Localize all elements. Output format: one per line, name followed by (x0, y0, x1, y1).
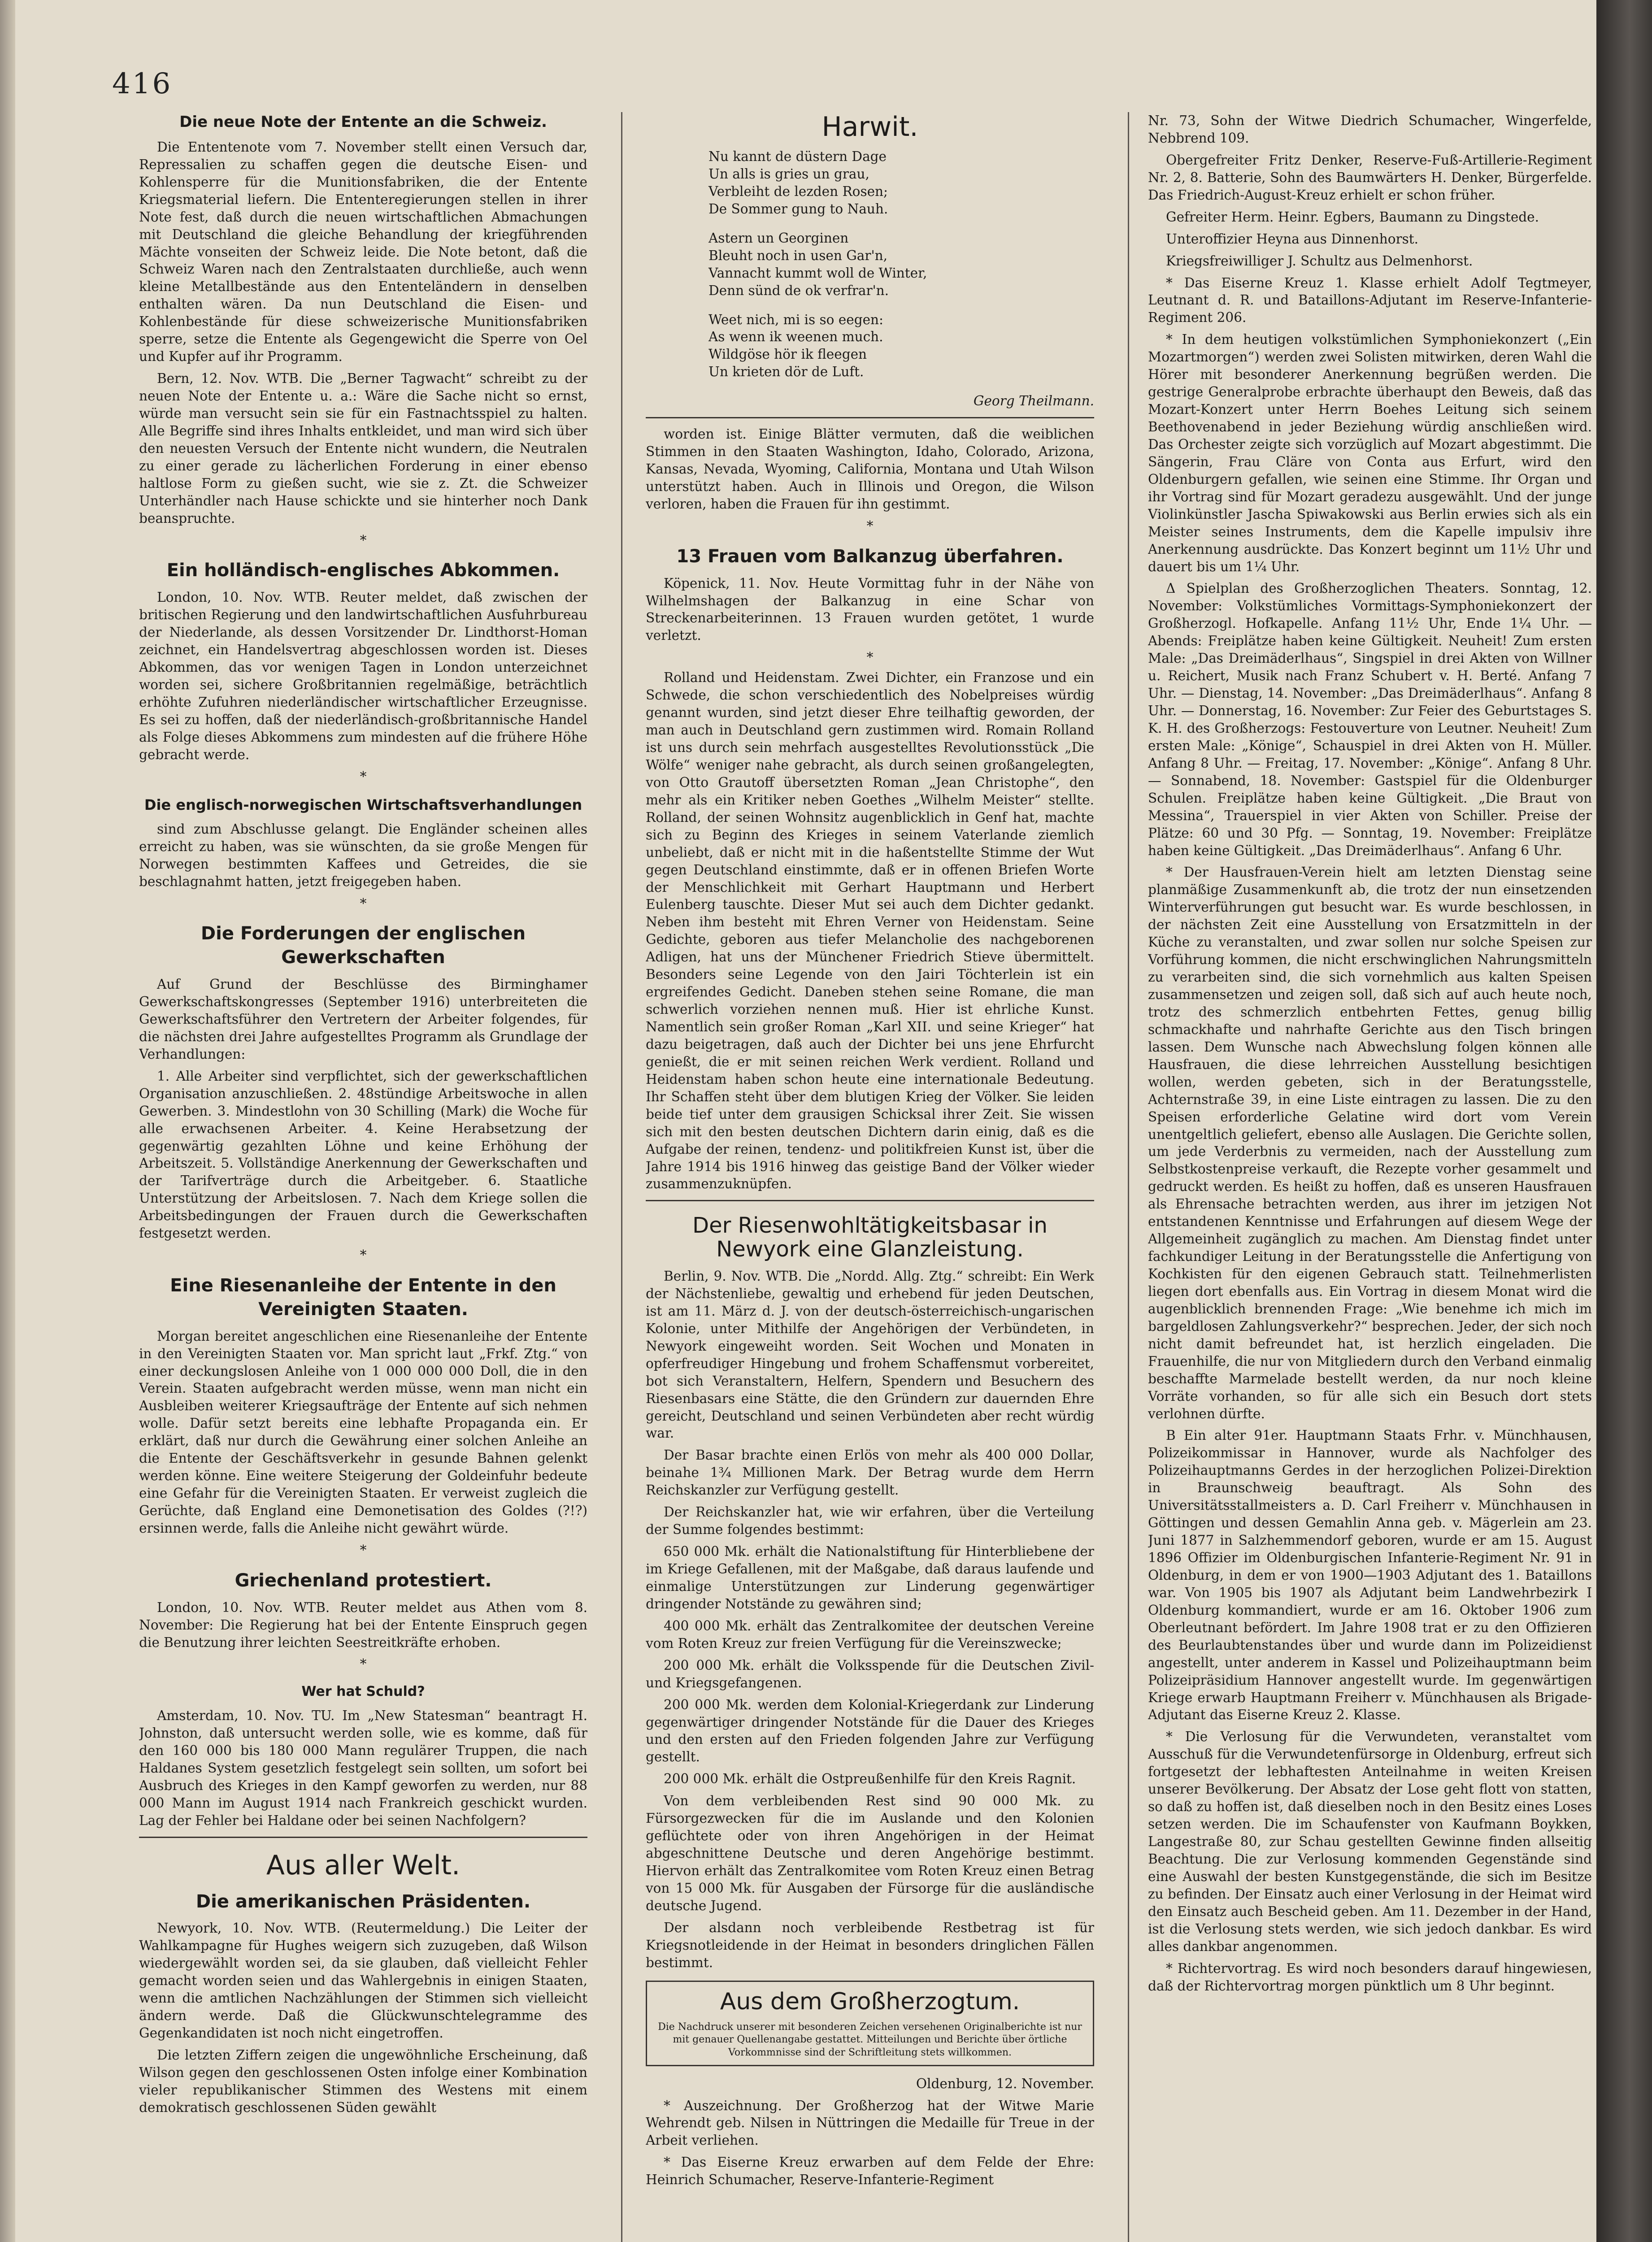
paragraph: Köpenick, 11. Nov. Heute Vormittag fuhr in der Nähe von Wilhelmshagen der Balkanzug in eine Schar von Streckenarbeiterinnen. 13 Frauen wurden getötet, 1 wurde verletzt. (646, 575, 1094, 643)
paragraph: sind zum Abschlusse gelangt. Die Engländer scheinen alles erreicht zu haben, was sie wünschten, da sie große Mengen für Norwegen bestimmten Kaffees und Getreides, die sie beschlagnahmt hatten, jetzt freigegeben haben. (139, 821, 587, 889)
paragraph: Die Ententenote vom 7. November stellt einen Versuch dar, Repressalien zu schaffen gegen die deutsche Eisen- und Kohlensperre für die Munitionsfabriken, die der Entente Kriegsmaterial liefern. Die Ententeregierungen stellen in ihrer Note fest, daß durch die neuen wirtschaftlichen Abmachungen mit Deutschland die gleiche Behandlung der kriegführenden Mächte vonseiten der Schweiz leide. Die Note betont, daß die Schweiz Waren nach den Zentralstaaten durchließe, auch wenn kleine Metallbestände aus den Ententeländern in denselben enthalten wären. Da nun Deutschland die Eisen- und Kohlenbestände für diese schweizerische Munitionsfabriken sperre, setze die Entente als Gegengewicht die Sperre von Oel und Kupfer auf ihr Programm. (139, 139, 587, 365)
paragraph: London, 10. Nov. WTB. Reuter meldet, daß zwischen der britischen Regierung und den landwirtschaftlichen Ausfuhrbureau der Niederlande, als dessen Vorsitzender Dr. Lindthorst-Homan zeichnet, ein Handelsvertrag abgeschlossen worden ist. Dieses Abkommen, das vor wenigen Tagen in London unterzeichnet worden sei, sichere Großbritannien regelmäßige, beträchtlich erhöhte Zufuhren niederländischer wirtschaftlicher Erzeugnisse. Es sei zu hoffen, daß der niederländisch-großbritannische Handel als Folge dieses Abkommens zum mindesten auf die frühere Höhe gebracht werde. (139, 590, 587, 762)
poem-line: Un alls is gries un grau, (709, 166, 869, 182)
star-divider-icon: * (360, 1656, 367, 1672)
headline: Die neue Note der Entente an die Schweiz. (179, 113, 547, 131)
paragraph: Bern, 12. Nov. WTB. Die „Berner Tagwacht“ schreibt zu der neuen Note der Entente u. a.: Wäre die Sache nicht so ernst, würde man versucht sein sie für ein Fastnachtsspiel zu halten. Alle Begriffe sind ihres Inhalts entkleidet, und man wird sich über den neuesten Versuch der Entente nicht wundern, die Neutralen zu einer gerade zu lächerlichen Forderung in einer ebenso haltlose Form zu gießen sucht, wie sie z. Zt. die Schweizer Unterhändler nach Hause schickte und sie hinterher noch Dank beanspruchte. (139, 371, 587, 526)
star-divider-icon: * (360, 1247, 367, 1263)
paragraph: 400 000 Mk. erhält das Zentralkomitee der deutschen Vereine vom Roten Kreuz zur freien Verfügung für die Vereinszwecke; (646, 1618, 1094, 1651)
headline: Wer hat Schuld? (301, 1684, 425, 1700)
star-divider-icon: * (360, 1542, 367, 1558)
list-paragraph: 1. Alle Arbeiter sind verpflichtet, sich der gewerkschaftlichen Organisation anzuschließen. 2. 48stündige Arbeitswoche in allen Gewerben. 3. Mindestlohn von 30 Schilling (Mark) die Woche für alle erwachsenen Arbeiter. 4. Keine Herabsetzung der gegenwärtig gezahlten Löhne und keine Erhöhung der Arbeitszeit. 5. Vollständige Anerkennung der Gewerkschaften und der Tarifverträge durch die Arbeitgeber. 6. Staatliche Unterstützung der Arbeitslosen. 7. Nach dem Kriege sollen die Arbeitsbedingungen der Frauen durch die Gewerkschaften festgesetzt werden. (139, 1068, 587, 1241)
column-rule (1128, 112, 1129, 2242)
page-edge (1596, 0, 1652, 2242)
section-title: Aus dem Großherzogtum. (720, 1988, 1020, 2015)
column-1 (139, 112, 587, 2242)
poem-author: Georg Theilmann. (973, 393, 1094, 409)
paragraph: Obergefreiter Fritz Denker, Reserve-Fuß-Artillerie-Regiment Nr. 2, 8. Batterie, Sohn des Baumwärters H. Denker, Bürgerfelde. Das Friedrich-August-Kreuz erhielt er schon früher. (1148, 152, 1592, 203)
section-title: Aus aller Welt. (266, 1849, 461, 1881)
paragraph: Auf Grund der Beschlüsse des Birminghamer Gewerkschaftskongresses (September 1916) unterbreiteten die Gewerkschaftsführer den Vertretern der Arbeiter folgendes, für die nächsten drei Jahre aufgestelltes Programm als Grundlage der Verhandlungen: (139, 977, 587, 1062)
poem-title: Harwit. (822, 112, 918, 143)
poem-line: Verbleiht de lezden Rosen; (709, 183, 888, 199)
poem-line: Nu kannt de düstern Dage (709, 149, 887, 164)
section-note: Die Nachdruck unserer mit besonderen Zeichen versehenen Originalberichte ist nur mit genauer Quellenangabe gestattet. Mitteilungen und Berichte über örtliche Vorkommnisse sind der Schriftleitung stets willkommen. (658, 2021, 1082, 2059)
paragraph: 650 000 Mk. erhält die Nationalstiftung für Hinterbliebene der im Kriege Gefallenen, mit der Maßgabe, daß daraus laufende und einmalige Unterstützungen zur Linderung gegenwärtiger dringender Notstände zu gewähren sind; (646, 1544, 1094, 1612)
paragraph: Berlin, 9. Nov. WTB. Die „Nordd. Allg. Ztg.“ schreibt: Ein Werk der Nächstenliebe, gewaltig und erhebend für jeden Deutschen, ist am 11. März d. J. von der deutsch-österreichisch-ungarischen Kolonie, unter Mithilfe der Angehörigen der Verbündeten, in Newyork eingeweiht worden. Seit Wochen und Monaten in opferfreudiger Hingebung und frohem Schaffensmut vorbereitet, bot sich Veranstaltern, Helfern, Spendern und Besuchern des Riesenbasars eine Stätte, die den Gründern zur dauernden Ehre gereicht, Deutschland und seinen Verbündeten aber recht würdig war. (646, 1269, 1094, 1441)
dateline: Oldenburg, 12. November. (916, 2076, 1094, 2091)
star-divider-icon: * (360, 769, 367, 784)
book-spine (0, 0, 15, 2242)
paragraph: Morgan bereitet angeschlichen eine Riesenanleihe der Entente in den Vereinigten Staaten vor. Man spricht laut „Frkf. Ztg.“ von einer deckungslosen Anleihe von 1 000 000 000 Doll, die in den Verein. Staaten aufgebracht werden müsse, wenn man nicht ein Ausbleiben weiterer Kriegsaufträge der Entente auf sich nehmen wolle. Dafür setzt bereits eine lebhafte Propaganda ein. Er erklärt, daß nur durch die Gewährung einer solchen Anleihe an die Entente der Geschäftsverkehr in gesunde Bahnen gelenkt werden könne. Eine weitere Steigerung der Goldeinfuhr bedeute eine Gefahr für die Vereinigten Staaten. Er verweist zugleich die Gerüchte, daß England eine Demonetisation des Goldes (?!?) ersinnen werde, falls die Anleihe nicht gewährt würde. (139, 1328, 587, 1536)
poem-line: De Sommer gung to Nauh. (709, 201, 888, 217)
paragraph: London, 10. Nov. WTB. Reuter meldet aus Athen vom 8. November: Die Regierung hat bei der Entente Einspruch gegen die Benutzung ihrer leichten Seestreitkräfte erhoben. (139, 1599, 587, 1650)
poem-line: Astern un Georginen (709, 230, 849, 246)
headline: 13 Frauen vom Balkanzug überfahren. (676, 546, 1064, 567)
headline: Die amerikanischen Präsidenten. (196, 1891, 531, 1912)
headline: Griechenland protestiert. (235, 1570, 492, 1591)
star-divider-icon: * (866, 518, 874, 534)
poem-line: Un krieten dör de Luft. (709, 364, 864, 380)
paragraph: * In dem heutigen volkstümlichen Symphoniekonzert („Ein Mozartmorgen“) werden zwei Solisten mitwirken, deren Wahl die Hörer mit besonderer Anerkennung begrüßen werden. Die gestrige Generalprobe erbrachte überhaupt den Beweis, daß das Mozart-Konzert unter Herrn Boehes Leitung sich seinem Beethovenabend in jeder Beziehung würdig anschließen wird. Das Orchester zeigte sich vorzüglich auf Mozart abgestimmt. Die Sängerin, Frau Cläre von Conta aus Erfurt, wird den Oldenburgern gefallen, wie seinen eine Stimme. Ihr Organ und ihr Vortrag sind für Mozart geradezu ausgewählt. Und der junge Violinkünstler Jascha Spiwakowski aus Berlin erwies sich als ein Meister seines Instruments, dem die Kapelle impulsiv ihre Anerkennung ausdrückte. Das Konzert beginnt um 11½ Uhr und dauert bis um 1¼ Uhr. (1148, 332, 1592, 574)
paragraph: Δ Spielplan des Großherzoglichen Theaters. Sonntag, 12. November: Volkstümliches Vormittags-Symphoniekonzert der Großherzogl. Hofkapelle. Anfang 11½ Uhr, Ende 1¼ Uhr. — Abends: Freiplätze haben keine Gültigkeit. Neuheit! Zum ersten Male: „Das Dreimäderlhaus“, Singspiel in drei Akten von Willner u. Reichert, Musik nach Franz Schubert v. H. Berté. Anfang 7 Uhr. — Dienstag, 14. November: „Das Dreimäderlhaus“. Anfang 8 Uhr. — Donnerstag, 16. November: Zur Feier des Geburtstages S. K. H. des Großherzogs: Festouverture von Leutner. Neuheit! Zum ersten Male: „Könige“, Schauspiel in drei Akten von H. Müller. Anfang 8 Uhr. — Freitag, 17. November: „Könige“. Anfang 8 Uhr. — Sonnabend, 18. November: Gastspiel für die Oldenburger Schulen. Freiplätze haben keine Gültigkeit. „Die Braut von Messina“, Trauerspiel in vier Akten von Schiller. Preise der Plätze: 60 und 30 Pfg. — Sonntag, 19. November: Freiplätze haben keine Gültigkeit. „Das Dreimäderlhaus“. Anfang 6 Uhr. (1148, 581, 1592, 858)
paragraph: Nr. 73, Sohn der Witwe Diedrich Schumacher, Wingerfelde, Nebbrend 109. (1148, 113, 1592, 146)
paragraph: * Die Verlosung für die Verwundeten, veranstaltet vom Ausschuß für die Verwundetenfürsorge in Oldenburg, erfreut sich fortgesetzt der lebhaftesten Anteilnahme in weiten Kreisen unserer Bevölkerung. Der Absatz der Lose geht flott von statten, so daß zu hoffen ist, daß dieselben noch in den Besitz eines Loses setzen werden. Die im Schaufenster von Kaufmann Boykken, Langestraße 80, zur Schau gestellten Gewinne finden allseitig Beachtung. Die zur Verlosung kommenden Gegenstände sind eine Auswahl der besten Kunstgegenstände, die sich im Besitze zu befinden. Der Einsatz auch einer Verlosung in der Heimat wird den Einsatz auch Bescheid geben. Am 11. Dezember in der Hand, ist die Verlosung stets werden, wie sich jedoch dankbar. Es wird alles dankbar angenommen. (1148, 1729, 1592, 1954)
paragraph: worden ist. Einige Blätter vermuten, daß die weiblichen Stimmen in den Staaten Washington, Idaho, Colorado, Arizona, Kansas, Nevada, Wyoming, California, Montana und Utah Wilson unterstützt haben. Auch in Illinois und Oregon, die Wilson verloren, haben die Frauen für ihn gestimmt. (646, 426, 1094, 512)
paragraph: 200 000 Mk. erhält die Ostpreußenhilfe für den Kreis Ragnit. (664, 1771, 1076, 1787)
paragraph: Der alsdann noch verbleibende Restbetrag ist für Kriegsnotleidende in der Heimat in besonders dringlichen Fällen bestimmt. (646, 1920, 1094, 1970)
page-number: 416 (112, 67, 173, 100)
paragraph: * Der Hausfrauen-Verein hielt am letzten Dienstag seine planmäßige Zusammenkunft ab, die trotz der nun einsetzenden Winterverführungen gut besucht war. Es wurde beschlossen, in der nächsten Zeit eine Ausstellung von Ersatzmitteln in der Küche zu veranstalten, und zwar sollen nur solche Speisen zur Vorführung kommen, die nicht erschwinglichen Nahrungsmitteln zu verarbeiten sind, die sich vornehmlich aus kalten Speisen zusammensetzen und zeigen soll, daß sich auf auch heute noch, trotz des schmerzlich entbehrten Fettes, genug billig schmackhafte und nahrhafte Gerichte aus den Tisch bringen lassen. Dem Wunsche nach Abwechslung folgen können alle Hausfrauen, die diese lehrreichen Ausstellung besichtigen wollen, werden gebeten, sich in der Beratungsstelle, Achternstraße 39, in eine Liste eintragen zu lassen. Die zu den Speisen erforderliche Gelatine wird dort vom Verein unentgeltlich geliefert, ebenso alle Auslagen. Die Gerichte sollen, um jede Verderbnis zu vermeiden, nach der Ausstellung zum Selbstkostenpreise verkauft, die Rezepte vorher gesammelt und gedruckt werden. Es heißt zu hoffen, daß es unseren Hausfrauen als Ehrensache betrachten werden, aus ihrer im jetzigen Not entstandenen Kenntnisse und Erfahrungen auf diesem Wege der Allgemeinheit zugänglich zu machen. Am Dienstag findet unter fachkundiger Leitung in der Beratungsstelle die Anfertigung von Kochkisten für den eigenen Gebrauch statt. Teilnehmerlisten liegen dort ebenfalls aus. Ein Vortrag in diesem Monat wird die augenblicklich brennenden Frage: „Wie benehme ich mich im bargeldlosen Zahlungsverkehr?“ besprechen. Jeder, der sich noch nicht damit befreundet hat, ist herzlich eingeladen. Die Frauenhilfe, die nur von Mitgliedern durch den Verband einmalig beschaffte Marmelade bestellt werden, da nur noch kleine Vorräte vorhanden, so für alle sich ein Besuch dort stets verlohnen dürfte. (1148, 865, 1592, 1421)
paragraph: * Richtervortrag. Es wird noch besonders darauf hingewiesen, daß der Richtervortrag morgen pünktlich um 8 Uhr beginnt. (1148, 1960, 1592, 1994)
star-divider-icon: * (360, 895, 367, 911)
section-rule (139, 1837, 587, 1838)
star-divider-icon: * (866, 650, 874, 665)
paragraph: * Auszeichnung. Der Großherzog hat der Witwe Marie Wehrendt geb. Nilsen in Nüttringen die Medaille für Treue in der Arbeit verliehen. (646, 2098, 1094, 2148)
column-3 (1148, 112, 1592, 2242)
paragraph: Die letzten Ziffern zeigen die ungewöhnliche Erscheinung, daß Wilson gegen den geschlossenen Osten infolge einer Kombination vieler republikanischer Stimmen des Westens mit einem demokratisch geschlossenen Süden gewählt (139, 2047, 587, 2115)
paragraph: * Das Eiserne Kreuz erwarben auf dem Felde der Ehre: Heinrich Schumacher, Reserve-Infanterie-Regiment (646, 2155, 1094, 2188)
paragraph: B Ein alter 91er. Hauptmann Staats Frhr. v. Münchhausen, Polizeikommissar in Hannover, wurde als Nachfolger des Polizeihauptmanns Gerdes in der herzoglichen Polizei-Direktion in Braunschweig beauftragt. Als Sohn des Universitätsstallmeisters a. D. Carl Freiherr v. Münchhausen in Göttingen und dessen Gemahlin Anna geb. v. Mägerlein am 23. Juni 1877 in Salzhemmendorf geboren, wurde er am 15. August 1896 Offizier im Oldenburgischen Infanterie-Regiment Nr. 91 in Oldenburg, in dem er von 1900—1903 Adjutant des 1. Bataillons war. Von 1905 bis 1907 als Adjutant beim Landwehrbezirk I Oldenburg kommandiert, wurde er am 16. Oktober 1906 zum Oberleutnant befördert. Im Jahre 1908 trat er zu den Offizieren des Beurlaubtenstandes über und wurde dann im Polizeidienst angestellt, unter anderem in Kassel und Polizeihauptmann beim Polizeipräsidium Hannover angestellt wurde. Im gegenwärtigen Kriege erwarb Hauptmann Freiherr v. Münchhausen als Brigade-Adjutant das Eiserne Kreuz 2. Klasse. (1148, 1428, 1592, 1723)
headline: Der Riesenwohltätigkeitsbasar in Newyork eine Glanzleistung. (692, 1213, 1048, 1262)
poem-stanza (709, 230, 1094, 300)
poem-line: As wenn ik weenen much. (709, 329, 883, 345)
paragraph: Der Reichskanzler hat, wie wir erfahren, über die Verteilung der Summe folgendes bestimmt: (646, 1504, 1094, 1538)
paragraph: 200 000 Mk. erhält die Volksspende für die Deutschen Zivil- und Kriegsgefangenen. (646, 1657, 1094, 1690)
paragraph: Von dem verbleibenden Rest sind 90 000 Mk. zu Fürsorgezwecken für die im Auslande und den Kolonien geflüchtete oder von ihren Angehörigen in der Heimat abgeschnittene Deutsche und deren Angehörige bestimmt. Hiervon erhält das Zentralkomitee vom Roten Kreuz einen Betrag von 15 000 Mk. für Ausgaben der Fürsorge für die ausländische deutsche Jugend. (646, 1793, 1094, 1913)
paragraph: Kriegsfreiwilliger J. Schultz aus Delmenhorst. (1166, 253, 1473, 269)
column-rule (621, 112, 622, 2242)
headline: Ein holländisch-englisches Abkommen. (166, 560, 560, 581)
poem-line: Vannacht kummt woll de Winter, (709, 265, 927, 281)
section-rule (646, 417, 1094, 418)
section-rule (646, 1200, 1094, 1201)
paragraph: Rolland und Heidenstam. Zwei Dichter, ein Franzose und ein Schwede, die schon verschiedentlich des Nobelpreises würdig genannt wurden, sind jetzt dieser Ehre teilhaftig geworden, der man auch in Deutschland gern zustimmen wird. Romain Rolland ist uns durch sein mehrfach ausgestelltes Revolutionsstück „Die Wölfe“ weniger nahe gebracht, als durch seinen großangelegten, von Otto Grautoff übersetzten Roman „Jean Christophe“, den mehr als ein Kritiker neben Goethes „Wilhelm Meister“ stellte. Rolland, der seinen Wohnsitz augenblicklich in Genf hat, machte sich zu Beginn des Krieges in seinem Vaterlande ziemlich unbeliebt, daß er nicht mit in die haßentstellte Stimme der Wut gegen Deutschland einstimmte, daß er in offenen Briefen Worte der Menschlichkeit mit Gerhart Hauptmann und Herbert Eulenberg tauschte. Dieser Mut sei auch dem Dichter gedankt. Neben ihm besteht mit Ehren Verner von Heidenstam. Seine Gedichte, geboren aus tiefer Melancholie des nachgeborenen Adligen, hat uns der Münchener Friedrich Stieve übermittelt. Besonders seine Legende von den Jairi Töchterlein ist ein ergreifendes Gedicht. Daneben stehen seine Romane, die man schwerlich vorziehen nennen muß. Hier ist ehrliche Kunst. Namentlich sein großer Roman „Karl XII. und seine Krieger“ hat dazu beigetragen, daß auch der Dichter bei uns jene Ehrfurcht genießt, die er mit seinen reichen Werk verdient. Rolland und Heidenstam haben schon heute eine internationale Bedeutung. Ihr Schaffen steht über dem blutigen Krieg der Völker. Sie leiden beide tief unter dem grausigen Schicksal ihrer Zeit. Sie wissen sich mit den besten deutschen Dichtern darin einig, daß es die Aufgabe der reinen, tendenz- und politikfreien Kunst ist, über die Jahre 1914 bis 1916 hinweg das geistige Band der Völker wieder zusammenzuknüpfen. (646, 670, 1094, 1192)
poem-stanza (709, 148, 1094, 218)
poem (709, 148, 1094, 381)
poem-line: Wildgöse hör ik fleegen (709, 347, 867, 362)
paragraph: 200 000 Mk. werden dem Kolonial-Kriegerdank zur Linderung gegenwärtiger dringender Notstände für die Dauer des Krieges und den ersten auf den Frieden folgenden Jahre zur Verfügung gestellt. (646, 1697, 1094, 1765)
poem-line: Denn sünd de ok verfrar'n. (709, 282, 889, 298)
poem-line: Bleuht noch in usen Gar'n, (709, 248, 887, 263)
paragraph: Gefreiter Herm. Heinr. Egbers, Baumann zu Dingstede. (1166, 209, 1539, 225)
star-divider-icon: * (360, 532, 367, 548)
paragraph: Amsterdam, 10. Nov. TU. Im „New Statesman“ beantragt H. Johnston, daß untersucht werden solle, wie es komme, daß für den 160 000 bis 180 000 Mann regulärer Truppen, die nach Haldanes System gesetzlich festgelegt sein sollten, um sofort bei Ausbruch des Krieges in den Kampf geworfen zu werden, nur 88 000 Mann im August 1914 nach Frankreich geschickt wurden. Lag der Fehler bei Haldane oder bei seinen Nachfolgern? (139, 1708, 587, 1828)
paragraph: * Das Eiserne Kreuz 1. Klasse erhielt Adolf Tegtmeyer, Leutnant d. R. und Bataillons-Adjutant im Reserve-Infanterie-Regiment 206. (1148, 275, 1592, 326)
paragraph: Der Basar brachte einen Erlös von mehr als 400 000 Dollar, beinahe 1¾ Millionen Mark. Der Betrag wurde dem Herrn Reichskanzler zur Verfügung gestellt. (646, 1447, 1094, 1498)
poem-line: Weet nich, mi is so eegen: (709, 312, 883, 327)
poem-stanza (709, 311, 1094, 381)
headline: Die englisch-norwegischen Wirtschaftsverhandlungen (144, 796, 583, 813)
paragraph: Newyork, 10. Nov. WTB. (Reutermeldung.) Die Leiter der Wahlkampagne für Hughes weigern sich zuzugeben, daß Wilson wiedergewählt worden sei, da sie glauben, daß vielleicht Fehler gemacht worden seien und das Wahlergebnis in einigen Staaten, wenn die amtlichen Nachzählungen der Stimmen sich vielleicht ändern werde. Daß die Glückwunschtelegramme des Gegenkandidaten ist noch nicht eingetroffen. (139, 1920, 587, 2041)
headline: Die Forderungen der englischen Gewerkschaften (200, 923, 526, 968)
section-box (646, 1981, 1094, 2066)
headline: Eine Riesenanleihe der Entente in den Vereinigten Staaten. (170, 1275, 556, 1320)
column-2 (646, 112, 1094, 2242)
paragraph: Unteroffizier Heyna aus Dinnenhorst. (1166, 231, 1419, 247)
